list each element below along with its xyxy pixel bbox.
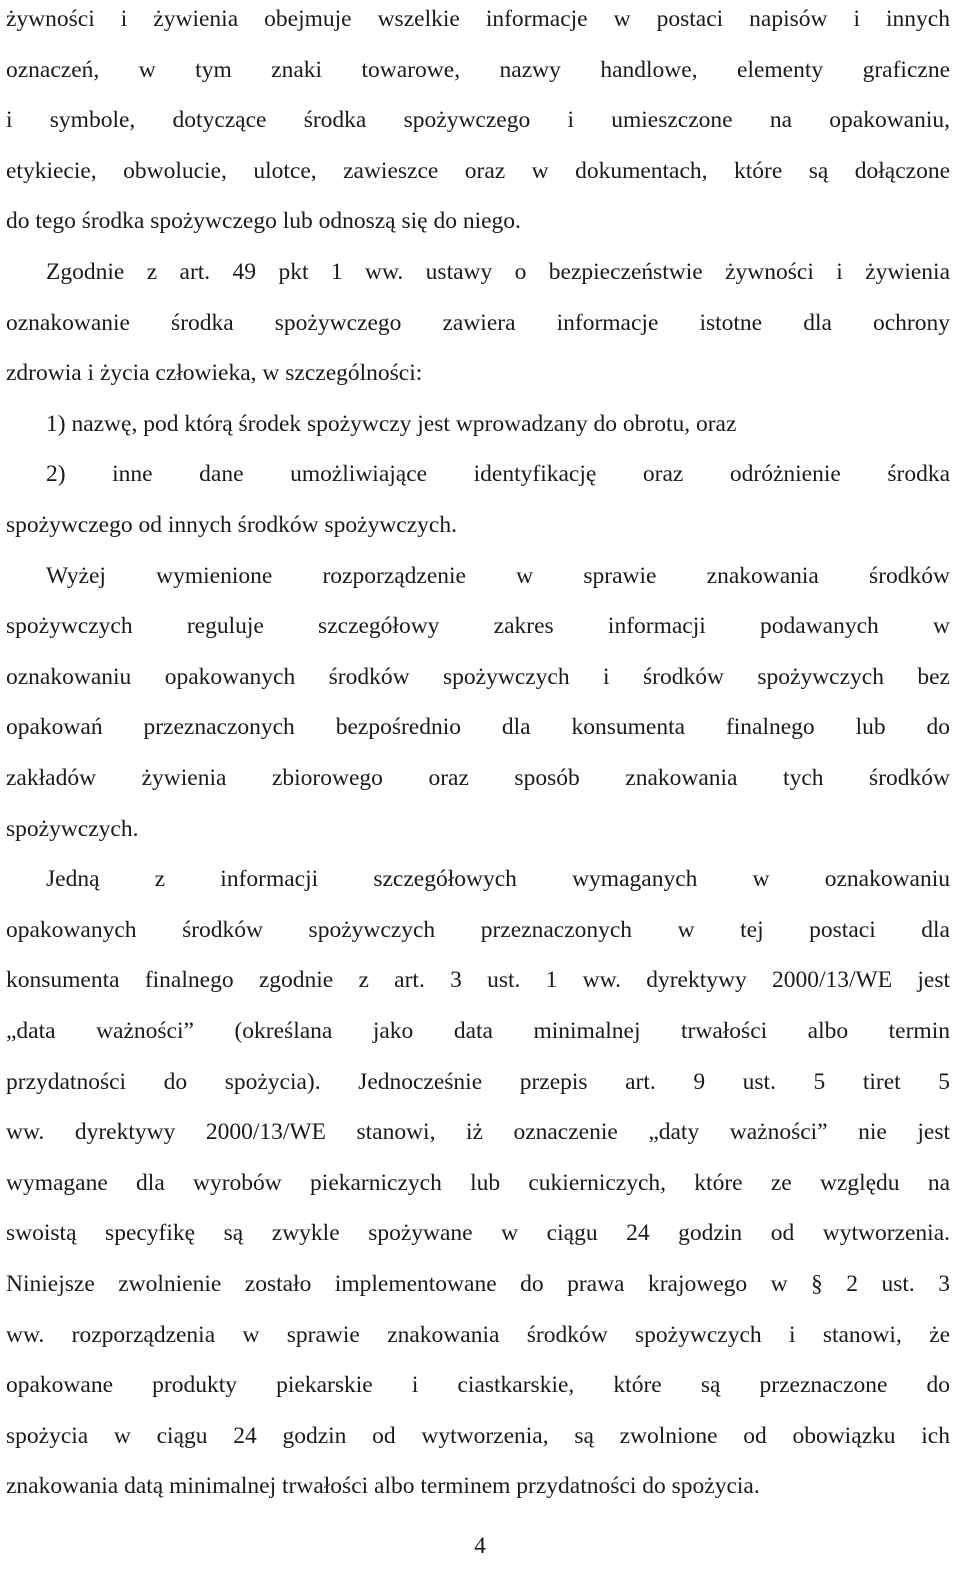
text-line: zdrowia i życia człowieka, w szczególności: [6, 360, 423, 387]
text-line: swoistą specyfikę są zwykle spożywane w ciągu 24 godzin od wytworzenia. [6, 1220, 950, 1247]
text-line: Niniejsze zwolnienie zostało implementowane do prawa krajowego w § 2 ust. 3 [6, 1271, 950, 1297]
page-number: 4 [474, 1533, 486, 1559]
text-line: żywności i żywienia obejmuje wszelkie informacje w postaci napisów i innych [6, 6, 950, 32]
text-line: spożywczego od innych środków spożywczych. [6, 512, 457, 538]
text-line: Jedną z informacji szczegółowych wymaganych w oznakowaniu [46, 866, 950, 893]
text-line: ww. dyrektywy 2000/13/WE stanowi, iż oznaczenie „daty ważności” nie jest [6, 1119, 950, 1146]
text-line: konsumenta finalnego zgodnie z art. 3 ust. 1 ww. dyrektywy 2000/13/WE jest [6, 967, 950, 994]
text-line: opakowanych środków spożywczych przeznaczonych w tej postaci dla [6, 916, 950, 943]
text-line: etykiecie, obwolucie, ulotce, zawieszce oraz w dokumentach, które są dołączone [6, 157, 950, 184]
text-line: oznakowaniu opakowanych środków spożywczych i środków spożywczych bez [6, 663, 950, 690]
text-line: wymagane dla wyrobów piekarniczych lub cukierniczych, które ze względu na [6, 1169, 950, 1196]
text-line: 2) inne dane umożliwiające identyfikację oraz odróżnienie środka [46, 461, 950, 488]
text-line: oznakowanie środka spożywczego zawiera informacje istotne dla ochrony [6, 309, 950, 336]
text-line: i symbole, dotyczące środka spożywczego i umieszczone na opakowaniu, [6, 107, 950, 134]
text-line: znakowania datą minimalnej trwałości albo terminem przydatności do spożycia. [6, 1473, 760, 1500]
text-line: spożywczych reguluje szczegółowy zakres informacji podawanych w [6, 613, 950, 640]
text-line: ww. rozporządzenia w sprawie znakowania środków spożywczych i stanowi, że [6, 1321, 950, 1348]
text-line: spożycia w ciągu 24 godzin od wytworzenia, są zwolnione od obowiązku ich [6, 1422, 950, 1449]
text-line: przydatności do spożycia). Jednocześnie przepis art. 9 ust. 5 tiret 5 [6, 1068, 950, 1095]
text-line: oznaczeń, w tym znaki towarowe, nazwy handlowe, elementy graficzne [6, 56, 950, 83]
text-line: Zgodnie z art. 49 pkt 1 ww. ustawy o bezpieczeństwie żywności i żywienia [46, 259, 950, 285]
text-line: Wyżej wymienione rozporządzenie w sprawie znakowania środków [46, 562, 950, 589]
text-line: opakowań przeznaczonych bezpośrednio dla konsumenta finalnego lub do [6, 714, 950, 741]
text-line: spożywczych. [6, 815, 139, 842]
text-line: „data ważności” (określana jako data minimalnej trwałości albo termin [6, 1018, 950, 1044]
text-line: opakowane produkty piekarskie i ciastkarskie, które są przeznaczone do [6, 1372, 950, 1399]
text-line: zakładów żywienia zbiorowego oraz sposób znakowania tych środków [6, 765, 950, 791]
text-line: 1) nazwę, pod którą środek spożywczy jest wprowadzany do obrotu, oraz [46, 410, 737, 437]
text-line: do tego środka spożywczego lub odnoszą się do niego. [6, 208, 521, 235]
